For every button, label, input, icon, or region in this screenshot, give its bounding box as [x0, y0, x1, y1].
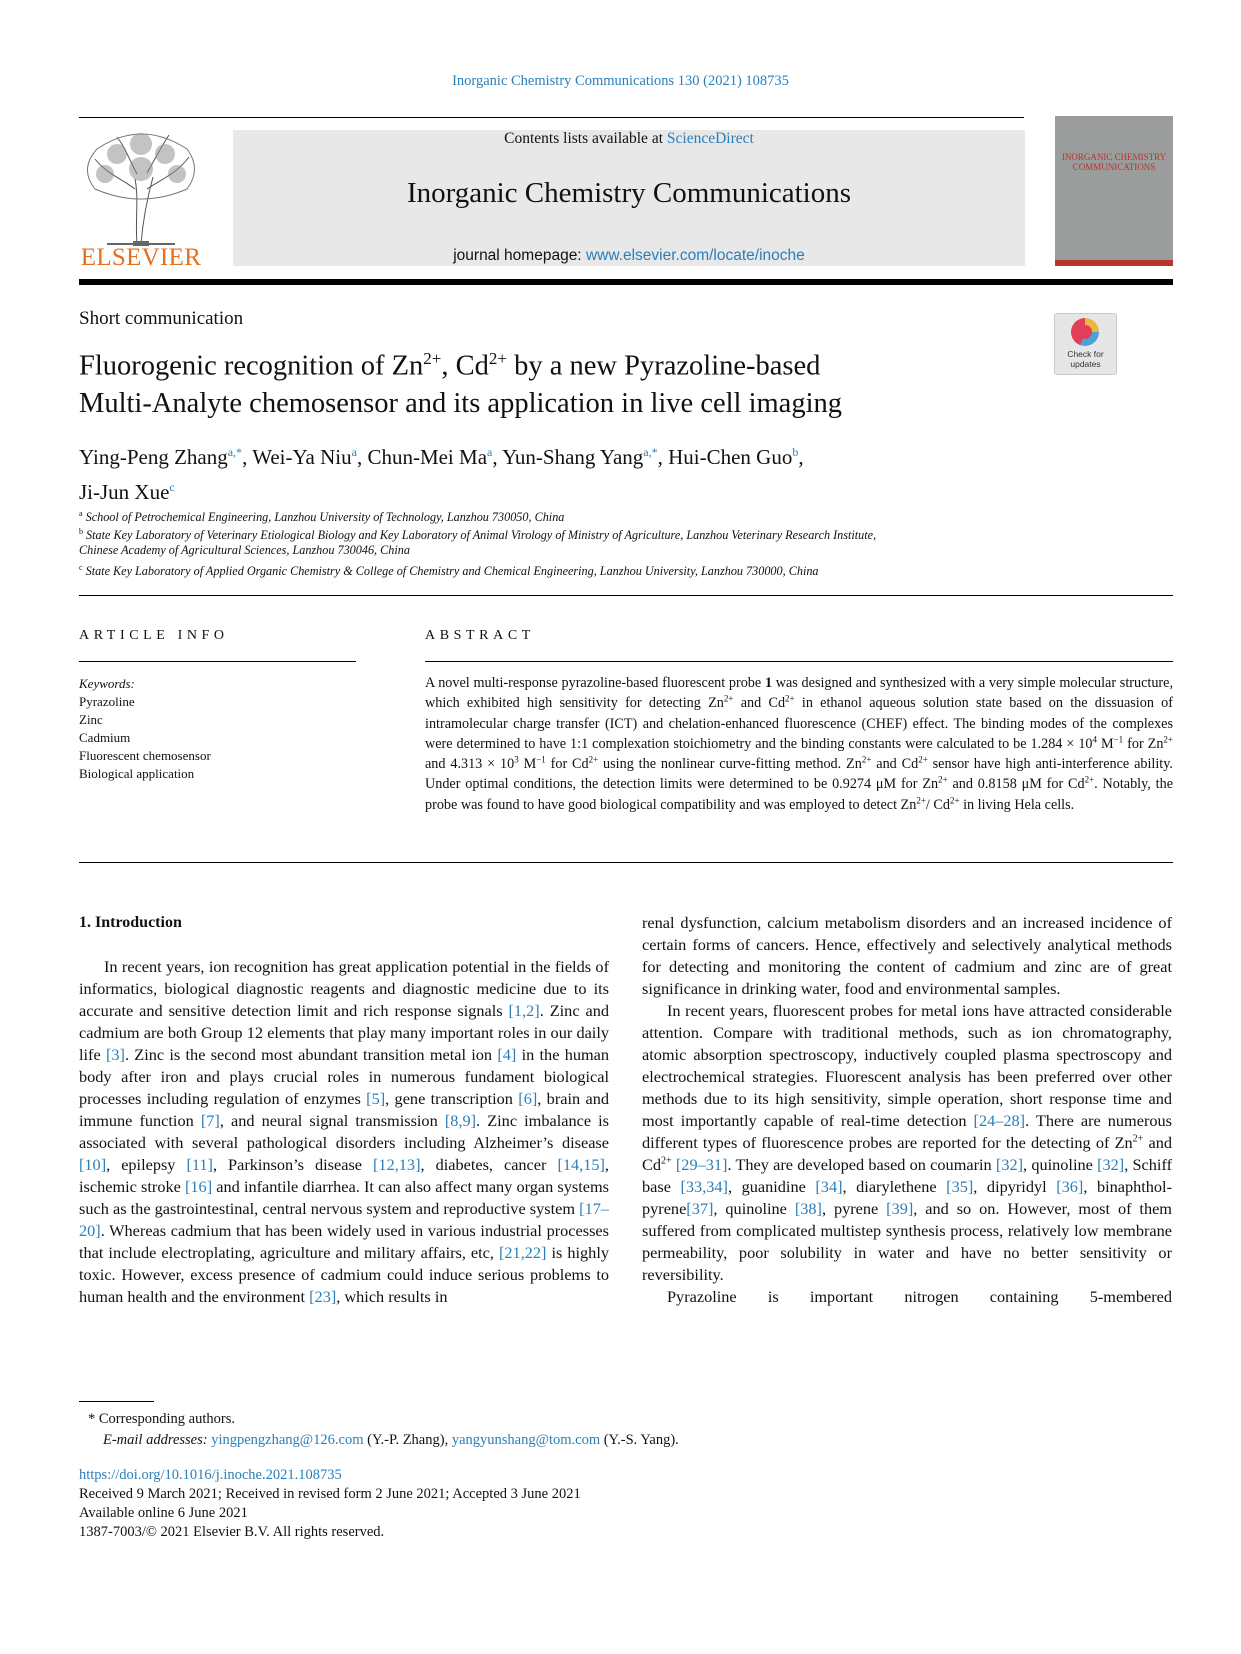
keywords-block — [79, 675, 211, 783]
author: Hui-Chen Guo — [668, 445, 793, 469]
author: Ji-Jun Xue — [79, 480, 170, 504]
title-part: Fluorogenic recognition of Zn — [79, 350, 424, 382]
citation-link[interactable]: [14,15] — [557, 1155, 605, 1174]
citation-link[interactable]: [35] — [946, 1177, 974, 1196]
author: Chun-Mei Ma — [367, 445, 488, 469]
title-part: , Cd — [441, 350, 489, 382]
doi-link[interactable]: https://doi.org/10.1016/j.inoche.2021.108735 — [79, 1467, 342, 1483]
available-online: Available online 6 June 2021 — [79, 1505, 248, 1521]
citation-link[interactable]: [6] — [518, 1089, 538, 1108]
abstract-bottom-rule — [79, 862, 1173, 863]
journal-cover[interactable] — [1055, 116, 1173, 266]
keyword: Fluorescent chemosensor — [79, 748, 211, 763]
homepage-line — [233, 247, 1025, 265]
sciencedirect-link[interactable]: ScienceDirect — [666, 130, 754, 147]
title-sup: 2+ — [423, 349, 442, 368]
citation-link[interactable]: [36] — [1056, 1177, 1084, 1196]
citation-link[interactable]: [5] — [366, 1089, 386, 1108]
citation-link[interactable]: [16] — [185, 1177, 213, 1196]
citation-link[interactable]: [11] — [186, 1155, 213, 1174]
contents-line — [233, 130, 1025, 148]
citation-link[interactable]: [12,13] — [373, 1155, 421, 1174]
affiliation-mark: a — [79, 509, 83, 518]
citation-link[interactable]: [29–31] — [675, 1155, 728, 1174]
email-link-yang[interactable]: yangyunshang@tom.com — [451, 1432, 601, 1448]
author: Yun-Shang Yang — [502, 445, 644, 469]
title-sup: 2+ — [488, 349, 507, 368]
citation-link[interactable]: [23] — [309, 1287, 337, 1306]
author: Ying-Peng Zhang — [79, 445, 228, 469]
abstract-heading: ABSTRACT — [425, 628, 535, 643]
affiliation-mark: c — [79, 563, 83, 572]
affiliation-b-cont — [79, 541, 1159, 559]
footnote-rule — [79, 1401, 154, 1402]
citation-link[interactable]: [37] — [686, 1199, 714, 1218]
author-affiliation-mark[interactable]: a,* — [643, 445, 658, 459]
citation-link[interactable]: [34] — [815, 1177, 843, 1196]
email-owner: (Y.-S. Yang). — [603, 1432, 679, 1448]
article-info-rule — [79, 661, 356, 662]
journal-title: Inorganic Chemistry Communications — [406, 177, 852, 209]
citation-link[interactable]: [17–20] — [79, 1199, 609, 1240]
section-heading-introduction: 1. Introduction — [79, 914, 182, 931]
check-for-updates-badge[interactable] — [1054, 313, 1117, 375]
affiliation-text: Chinese Academy of Agricultural Sciences, Lanzhou 730046, China — [79, 543, 410, 557]
author-affiliation-mark[interactable]: a — [487, 445, 493, 459]
citation-link[interactable]: [8,9] — [444, 1111, 477, 1130]
citation-link[interactable]: [32] — [995, 1155, 1024, 1174]
citation-link[interactable]: [3] — [105, 1045, 125, 1064]
body-column-left — [79, 956, 609, 1308]
article-info-heading: ARTICLE INFO — [79, 628, 229, 643]
affiliation-mark: b — [79, 527, 83, 536]
email-owner: (Y.-P. Zhang), — [367, 1432, 449, 1448]
author-affiliation-mark[interactable]: b — [792, 445, 799, 459]
header-rule — [79, 117, 1024, 118]
email-label: E-mail addresses: — [103, 1432, 208, 1448]
contents-prefix: Contents lists available at — [504, 130, 667, 147]
citation-link[interactable]: [39] — [886, 1199, 914, 1218]
abstract-text: A novel multi-response pyrazoline-based fluorescent probe 1 was designed and synthesized with a very simple molecular structure, which exhibited high sensitivity for detecting $Zn^{2+}$ and $Cd^{2+}$ in ethanol aqueous solution state based on the dissuasion of intramolecular charge transfer (ICT) and chelation-enhanced fluorescence (CHEF) effect. The binding modes of the complexes were determined to have 1:1 complexation stoichiometry and the binding constants were calculated to be $1.284 \times 10^4$ $M^{-1}$ for $Zn^{2+}$ and $4.313 \times 10^3$ $M^{-1}$ for $Cd^{2+}$ using the nonlinear curve-fitting method. $Zn^{2+}$ and $Cd^{2+}$ sensor have high anti-interference ability. Under optimal conditions, the detection limits were determined to be 0.9274 μM for $Zn^{2+}$ and 0.8158 μM for $Cd^{2+}$. Notably, the probe was found to have good biological compatibility and was employed to detect $Zn^{2+}/$ $Cd^{2+}$ in living Hela cells. — [425, 675, 1174, 813]
affiliation-text: School of Petrochemical Engineering, Lanzhou University of Technology, Lanzhou 730050, China — [85, 510, 565, 525]
author-affiliation-mark[interactable]: c — [169, 480, 175, 494]
homepage-prefix: journal homepage: — [453, 247, 586, 264]
email-link-zhang[interactable]: yingpengzhang@126.com — [211, 1432, 364, 1448]
body-paragraph: renal dysfunction, calcium metabolism disorders and an increased incidence of certain forms of cancers. Hence, effectively and selectively analytical methods for detecting and monitoring the content of cadmium and zinc are of great significance in drinking water, food and environmental samples. — [642, 913, 1172, 998]
email-line — [103, 1430, 679, 1450]
article-title — [79, 340, 979, 422]
journal-reference[interactable]: Inorganic Chemistry Communications 130 (2021) 108735 — [452, 73, 789, 89]
title-line2: Multi-Analyte chemosensor and its application in live cell imaging — [79, 387, 842, 419]
citation-link[interactable]: [7] — [200, 1111, 220, 1130]
corresponding-authors-note: * Corresponding authors. — [88, 1411, 235, 1427]
keyword: Pyrazoline — [79, 694, 135, 709]
homepage-link[interactable]: www.elsevier.com/locate/inoche — [585, 247, 805, 264]
journal-banner — [233, 130, 1025, 266]
keyword: Biological application — [79, 766, 195, 781]
citation-link[interactable]: [1,2] — [508, 1001, 540, 1020]
affiliation-text: State Key Laboratory of Veterinary Etiological Biology and Key Laboratory of Animal Virology of Ministry of Agriculture, Lanzhou Veterinary Research Institute, — [86, 528, 877, 543]
publisher-name: ELSEVIER — [80, 244, 202, 271]
citation-link[interactable]: [32] — [1097, 1155, 1125, 1174]
body-paragraph: In recent years, ion recognition has great application potential in the fields of informatics, biological diagnostic reagents and diagnostic medicine due to its accurate and sensitive detection limit and rich response signals [1,2]. Zinc and cadmium are both Group 12 elements that play many important roles in our daily life [3]. Zinc is the second most abundant transition metal ion [4] in the human body after iron and plays crucial roles in numerous fundament biological processes including regulation of enzymes [5], gene transcription [6], brain and immune function [7], and neural signal transmission [8,9]. Zinc imbalance is associated with several pathological disorders including Alzheimer’s disease [10], epilepsy [11], Parkinson’s disease [12,13], diabetes, cancer [14,15], ischemic stroke [16] and infantile diarrhea. It can also affect many organ systems such as the gastrointestinal, central nervous system and reproductive system [17–20]. Whereas cadmium that has been widely used in various industrial processes that include electroplating, agriculture and military affairs, etc, [21,22] is highly toxic. However, excess presence of cadmium could induce serious problems to human health and the environment [23], which results in — [79, 957, 610, 1306]
citation-link[interactable]: [24–28] — [973, 1111, 1026, 1130]
citation-link[interactable]: [4] — [497, 1045, 517, 1064]
body-paragraph: In recent years, fluorescent probes for metal ions have attracted considerable attention. Compare with traditional methods, such as ion chromatography, atomic absorption spectroscopy, inductively coupled plasma spectroscopy and electrochemical strategies. Fluorescent analysis has been preferred over other methods due to its high sensitivity, simple operation, short response time and most importantly capable of real-time detection [24–28]. There are numerous different types of fluorescence probes are reported for the detecting of $Zn^{2+}$ and $Cd^{2+}$ [29–31]. They are developed based on coumarin [32], quinoline [32], Schiff base [33,34], guanidine [34], diarylethene [35], dipyridyl [36], binaphthol-pyrene[37], quinoline [38], pyrene [39], and so on. However, most of them suffered from complicated multistep synthesis process, relatively low membrane permeability, poor solubility in water and have no better sensitivity or reversibility. — [642, 1001, 1173, 1284]
cover-title: INORGANIC CHEMISTRY COMMUNICATIONS — [1061, 152, 1167, 172]
affiliation-rule — [79, 595, 1173, 596]
affiliation-c — [79, 559, 1159, 580]
body-column-right — [642, 912, 1172, 1308]
author: Wei-Ya Niu — [252, 445, 352, 469]
citation-link[interactable]: [21,22] — [499, 1243, 547, 1262]
affiliation-text: State Key Laboratory of Applied Organic Chemistry & College of Chemistry and Chemical Engineering, Lanzhou University, Lanzhou 730000, China — [85, 564, 819, 579]
badge-text: Check for updates — [1067, 349, 1104, 369]
abstract-rule — [425, 661, 1173, 662]
cover-strip — [1055, 260, 1173, 266]
keyword: Cadmium — [79, 730, 131, 745]
body-paragraph: Pyrazoline is important nitrogen containing 5-membered — [667, 1287, 1172, 1306]
header-thick-rule — [79, 279, 1173, 285]
received-dates: Received 9 March 2021; Received in revised form 2 June 2021; Accepted 3 June 2021 — [79, 1486, 581, 1502]
author-list: Ying-Peng Zhang$^{a,*}$, Wei-Ya Niu$^a$, Chun-Mei Ma$^a$, Yun-Shang Yang$^{a,*}$, Hui-Chen Guo$^b$, Ji-Jun Xue$^c$ — [79, 445, 804, 504]
title-part: by a new Pyrazoline-based — [507, 350, 821, 382]
keyword: Zinc — [79, 712, 103, 727]
author-affiliation-mark[interactable]: a — [351, 445, 357, 459]
crossmark-icon — [1071, 318, 1099, 346]
citation-link[interactable]: [38] — [794, 1199, 822, 1218]
citation-link[interactable]: [10] — [79, 1155, 107, 1174]
author-affiliation-mark[interactable]: a,* — [227, 445, 243, 459]
article-type: Short communication — [79, 308, 244, 329]
keywords-label: Keywords: — [79, 676, 135, 691]
citation-link[interactable]: [33,34] — [680, 1177, 728, 1196]
copyright-line: 1387-7003/© 2021 Elsevier B.V. All rights reserved. — [79, 1524, 385, 1540]
